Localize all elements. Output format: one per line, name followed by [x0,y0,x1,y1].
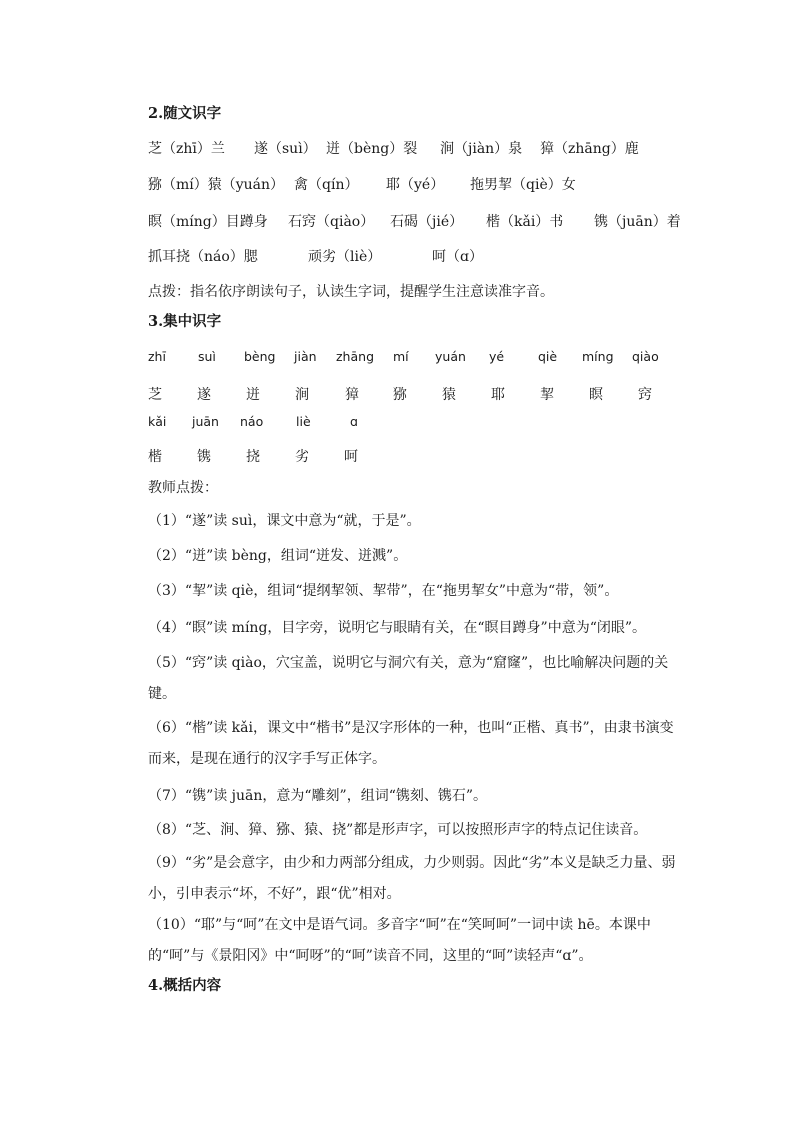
pinyin-cell: jiàn [294,349,317,364]
teacher-tip-label: 教师点拨： [148,480,218,496]
vocab-item: 镌（juān）着 [594,214,681,230]
vocab-item: 禽（qín） [294,177,359,193]
vocab-item: 迸（bèng）裂 [326,141,418,157]
pinyin-cell: náo [240,414,264,429]
pinyin-cell: qiè [538,349,558,364]
note-item: （9）“劣”是会意字，由少和力两部分组成，力少则弱。因此“劣”本义是缺乏力量、弱小，引申表示“坏，不好”，跟“优”相对。 [148,855,676,902]
char-cell: 劣 [295,449,309,465]
vocab-item: 顽劣（liè） [308,249,382,265]
section-heading-3: 3.集中识字 [148,313,222,330]
pinyin-cell: juān [192,414,219,429]
note-item: （10）“耶”与“呵”在文中是语气词。多音字“呵”在“笑呵呵”一词中读 hē。本课中的“呵”与《景阳冈》中“呵呀”的“呵”读音不同，这里的“呵”读轻声“ɑ”。 [148,917,651,964]
vocab-item: 石窍（qiào） [288,214,375,230]
note-item: （7）“镌”读 juān，意为“雕刻”，组词“镌刻、镌石”。 [148,788,488,804]
vocab-item: 抓耳挠（náo）腮 [148,249,258,265]
pinyin-cell: yuán [435,349,466,364]
pinyin-cell: ɑ [350,414,358,429]
vocab-item: 楷（kǎi）书 [486,214,564,230]
char-cell: 呵 [344,449,358,465]
char-cell: 猿 [442,387,456,403]
pinyin-cell: bèng [244,349,276,364]
char-cell: 挠 [246,449,260,465]
pinyin-cell: qiào [632,349,659,364]
pinyin-cell: liè [296,414,311,429]
char-cell: 猕 [393,387,407,403]
note-item: （1）“遂”读 suì，课文中意为“就，于是”。 [148,513,421,529]
vocab-item: 呵（ɑ） [432,249,483,265]
char-cell: 窍 [638,387,652,403]
pinyin-cell: mí [393,349,409,364]
char-cell: 挈 [540,387,554,403]
note-item: （4）“瞑”读 míng，目字旁，说明它与眼睛有关，在“瞑目蹲身”中意为“闭眼”。 [148,620,647,636]
char-cell: 迸 [246,387,260,403]
vocab-item: 猕（mí）猿（yuán） [148,177,285,193]
char-cell: 芝 [148,387,162,403]
note-item: （2）“迸”读 bèng，组词“迸发、迸溅”。 [148,548,408,564]
char-cell: 瞑 [589,387,603,403]
section-heading-2: 2.随文识字 [148,105,222,122]
char-cell: 楷 [148,449,162,465]
vocab-item: 耶（yé） [386,177,445,193]
section-heading-4: 4.概括内容 [148,977,222,994]
pinyin-cell: yé [489,349,505,364]
pinyin-cell: míng [582,349,614,364]
char-cell: 遂 [197,387,211,403]
char-cell: 耶 [491,387,505,403]
note-item: （6）“楷”读 kǎi，课文中“楷书”是汉字形体的一种，也叫“正楷、真书”，由隶书演变而来，是现在通行的汉字手写正体字。 [148,720,674,767]
vocab-item: 芝（zhī）兰 [148,141,225,157]
vocab-item: 遂（suì） [254,141,317,157]
vocab-item: 石碣（jié） [390,214,464,230]
note-item: （5）“窍”读 qiào，穴宝盖，说明它与洞穴有关，意为“窟窿”，也比喻解决问题的关键。 [148,655,669,702]
char-cell: 涧 [295,387,309,403]
char-cell: 镌 [197,449,211,465]
vocab-item: 涧（jiàn）泉 [440,141,523,157]
char-cell: 獐 [345,387,359,403]
pinyin-cell: zhāng [336,349,375,364]
pinyin-cell: suì [198,349,216,364]
vocab-item: 獐（zhāng）鹿 [540,141,639,157]
note-item: （8）“芝、涧、獐、猕、猿、挠”都是形声字，可以按照形声字的特点记住读音。 [148,822,648,838]
note-item: （3）“挈”读 qiè，组词“提纲挈领、挈带”，在“拖男挈女”中意为“带，领”。 [148,583,619,599]
pinyin-cell: kǎi [148,414,167,429]
vocab-item: 拖男挈（qiè）女 [470,177,576,193]
tip-text: 点拨：指名依序朗读句子，认读生字词，提醒学生注意读准字音。 [148,284,554,300]
pinyin-cell: zhī [148,349,166,364]
vocab-item: 瞑（míng）目蹲身 [148,214,268,230]
